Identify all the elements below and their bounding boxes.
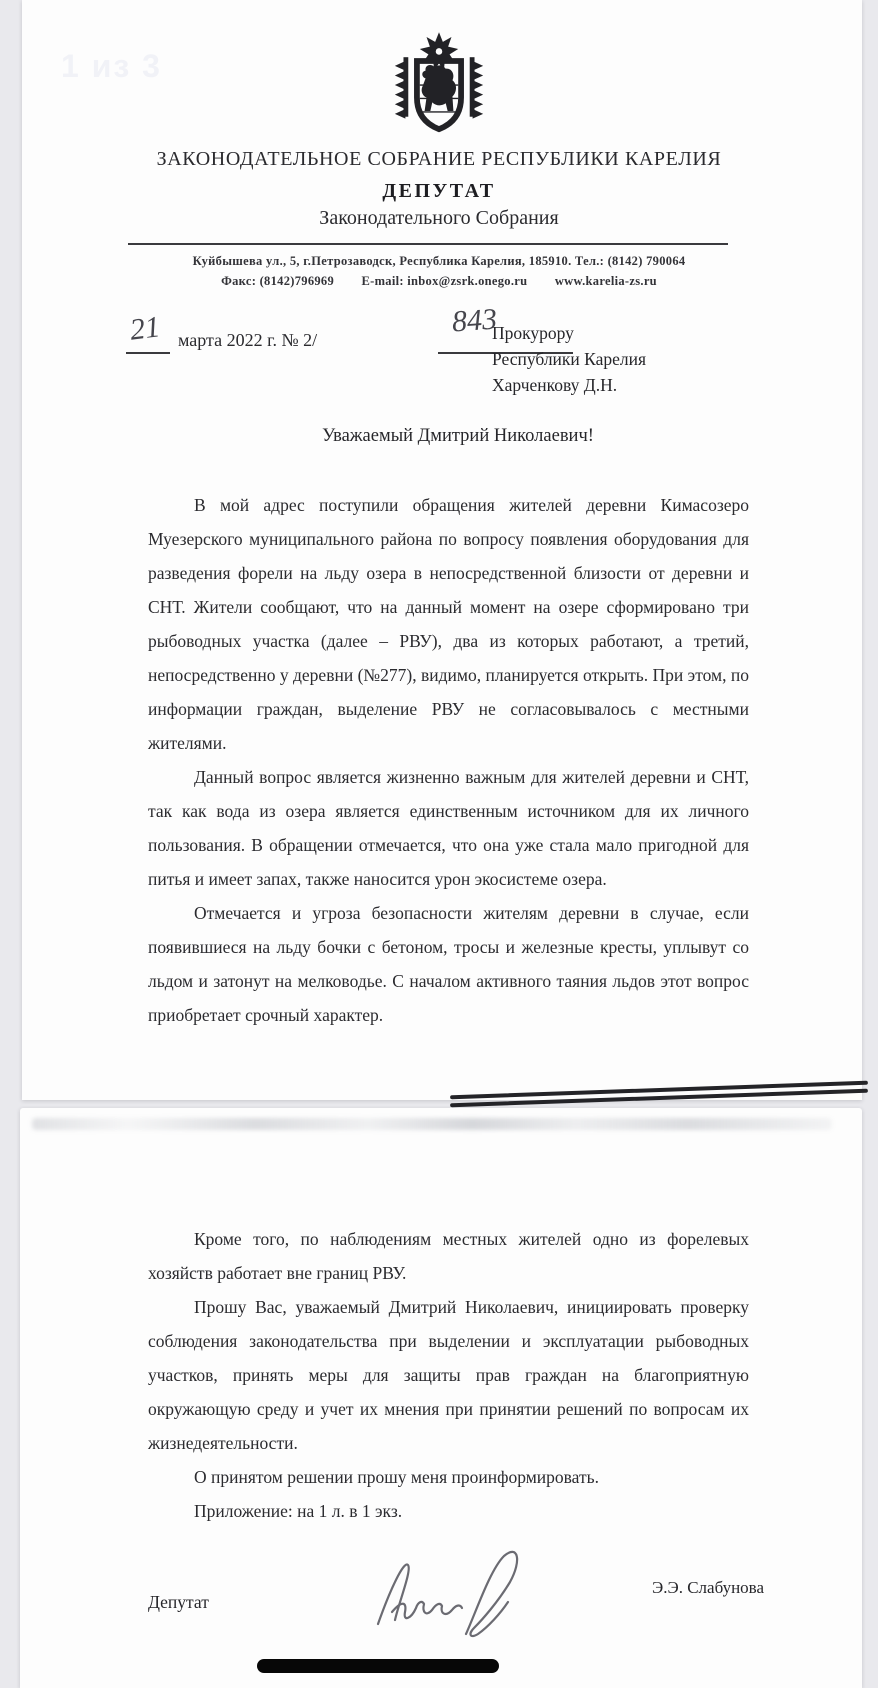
paragraph: Прошу Вас, уважаемый Дмитрий Николаевич, инициировать проверку соблюдения законодательства при выделении и эксплуатации рыбоводных участков, принять меры для защиты прав граждан на благоприятную окружающую среду и учет их мнения при принятии решений по вопросам их жизнедеятельности.: [148, 1297, 749, 1453]
paragraph: Кроме того, по наблюдениям местных жителей одно из форелевых хозяйств работает вне границ РВУ.: [148, 1229, 749, 1283]
addressee-line: Республики Карелия: [492, 349, 647, 369]
karelia-coat-of-arms-icon: [0, 32, 878, 145]
date-underline: [126, 352, 170, 354]
date-printed-text: марта 2022 г. № 2/: [178, 330, 318, 350]
signature-role: Депутат: [148, 1592, 209, 1612]
addressee-block: [492, 320, 646, 398]
handwritten-signature: [372, 1540, 552, 1645]
letter-body-page-2: [148, 1222, 749, 1528]
letterhead-email: E-mail: inbox@zsrk.onego.ru: [361, 274, 528, 288]
letterhead-address: Куйбышева ул., 5, г.Петрозаводск, Республика Карелия, 185910. Тел.: (8142) 790064: [192, 254, 686, 268]
letterhead-contacts: [0, 274, 878, 289]
signature-name: Э.Э. Слабунова: [652, 1578, 765, 1597]
letterhead-website: www.karelia-zs.ru: [554, 274, 657, 288]
page-indicator: 1 из 3: [61, 48, 162, 84]
paragraph: Данный вопрос является жизненно важным для жителей деревни и СНТ, так как вода из озера является единственным источником для их личного пользования. В обращении отмечается, что она уже стала мало пригодной для питья и имеет запах, также наносится урон экосистеме озера.: [148, 767, 749, 889]
scan-bleed-smudge: [32, 1118, 832, 1130]
handwritten-outgoing-number: 843: [450, 302, 499, 339]
addressee-line: Прокурору: [492, 323, 574, 343]
letterhead-organization: ЗАКОНОДАТЕЛЬНОЕ СОБРАНИЕ РЕСПУБЛИКИ КАРЕЛИЯ: [156, 148, 722, 170]
paragraph: Приложение: на 1 л. в 1 экз.: [194, 1501, 403, 1521]
letterhead-role: ДЕПУТАТ: [382, 180, 496, 202]
letterhead-divider: [128, 243, 728, 245]
redaction-bar: [257, 1659, 499, 1673]
addressee-line: Харченкову Д.Н.: [492, 375, 618, 395]
paragraph: Отмечается и угроза безопасности жителям деревни в случае, если появившиеся на льду бочки с бетоном, тросы и железные кресты, уплывут со льдом и затонут на мелководье. С началом активного таяния льдов этот вопрос приобретает срочный характер.: [148, 903, 749, 1025]
letter-body-page-1: [148, 488, 749, 1032]
handwritten-day: 21: [128, 310, 162, 347]
salutation: Уважаемый Дмитрий Николаевич!: [322, 426, 594, 446]
paragraph: В мой адрес поступили обращения жителей деревни Кимасозеро Муезерского муниципального района по вопросу появления оборудования для разведения форели на льду озера в непосредственной близости от деревни и СНТ. Жители сообщают, что на данный момент на озере сформировано три рыбоводных участка (далее – РВУ), два из которых работают, а третий, непосредственно у деревни (№277), видимо, планируется открыть. При этом, по информации граждан, выделение РВУ не согласовывалось с местными жителями.: [148, 495, 749, 753]
letterhead-fax: Факс: (8142)796969: [221, 274, 335, 288]
letterhead-role-subline: Законодательного Собрания: [319, 207, 559, 229]
paragraph: О принятом решении прошу меня проинформировать.: [194, 1467, 599, 1487]
